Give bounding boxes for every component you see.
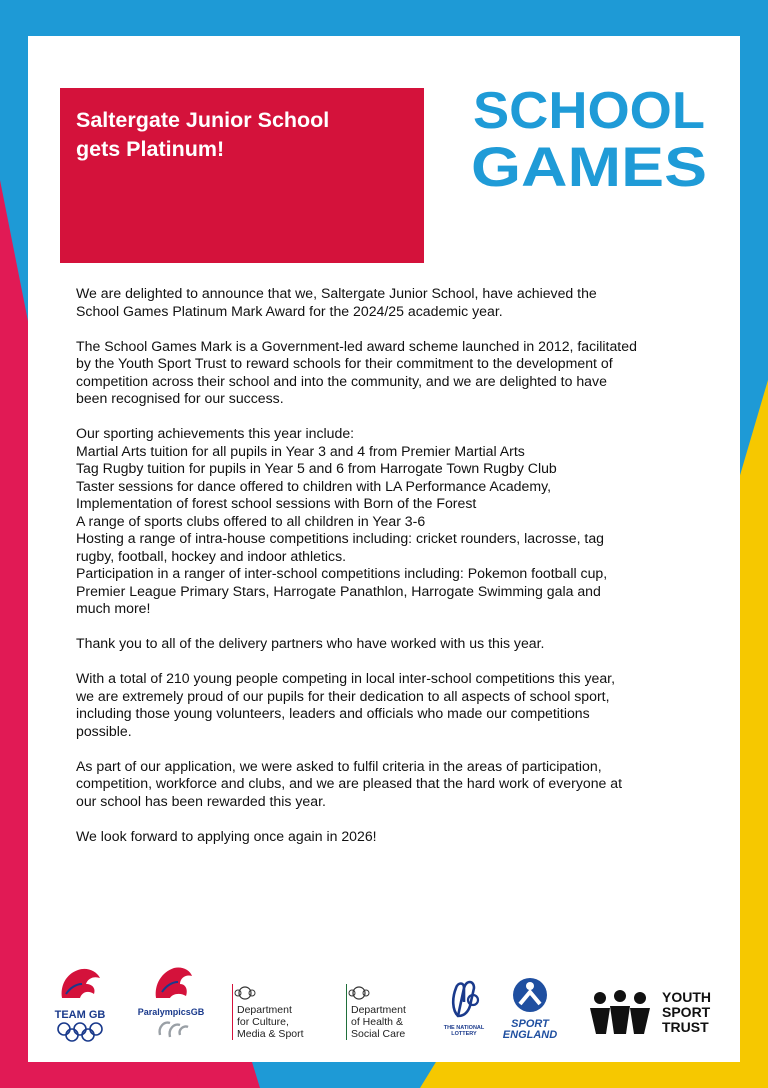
competing-paragraph: With a total of 210 young people competing in local inter-school competitions this year, we are extremely proud of our pupils for their dedication to all aspects of school sport, including those young volunteers, leaders and officials who made our competitions possible. [76, 670, 615, 739]
achievements-heading: Our sporting achievements this year include: [76, 425, 355, 441]
dcms-logo [232, 984, 328, 1044]
title-banner [60, 88, 424, 263]
national-lottery-logo [440, 976, 488, 1046]
school-games-logo [466, 82, 712, 192]
list-item: Hosting a range of intra-house competitions including: cricket rounders, lacrosse, tag rugby, football, hockey and indoor athletics. [76, 530, 605, 564]
youth-sport-trust-label: YOUTH SPORT TRUST [662, 989, 711, 1035]
closing-paragraph: We look forward to applying once again in 2026! [76, 827, 377, 844]
national-lottery-label: THE NATIONAL LOTTERY [443, 1025, 485, 1037]
youth-sport-trust-logo [586, 988, 726, 1046]
application-paragraph: As part of our application, we were asked to fulfil criteria in the areas of participation, competition, workforce and clubs, and we are pleased that the hard work of everyone at our school has been rewarded this year. [76, 757, 623, 809]
paralympics-lion-icon [136, 964, 206, 1000]
figures-icon [586, 988, 656, 1040]
letter-body [76, 285, 712, 863]
logo-text-games: GAMES [471, 135, 707, 192]
logo-text-school: SCHOOL [473, 82, 705, 140]
list-item: Martial Arts tuition for all pupils in Year 3 and 4 from Premier Martial Arts [76, 442, 525, 459]
list-item: Tag Rugby tuition for pupils in Year 5 and 6 from Harrogate Town Rugby Club [76, 460, 557, 476]
crossed-fingers-icon [440, 976, 488, 1020]
dcms-label: Department for Culture, Media & Sport [232, 984, 304, 1040]
agitos-icon [136, 1017, 206, 1041]
list-item: Implementation of forest school sessions with Born of the Forest [76, 495, 477, 511]
paralympics-gb-label: ParalympicsGB [137, 1007, 205, 1017]
list-item: Participation in a ranger of inter-school competitions including: Pokemon football cup, Premier League Primary Stars, Harrogate Panathlon, Harrogate Swimming gala and much more! [76, 565, 608, 616]
thanks-paragraph: Thank you to all of the delivery partners who have worked with us this year. [76, 635, 545, 651]
dhsc-logo [346, 984, 442, 1044]
page-title: Saltergate Junior School gets Platinum! [76, 108, 330, 161]
team-gb-logo [52, 964, 108, 1044]
lion-icon [52, 964, 108, 1002]
partner-logos [0, 950, 768, 1060]
list-item: Taster sessions for dance offered to children with LA Performance Academy, [76, 477, 551, 494]
team-gb-label: TEAM GB [54, 1009, 106, 1021]
paralympics-gb-logo [136, 964, 206, 1044]
achievements-list [76, 425, 712, 618]
list-item: A range of sports clubs offered to all children in Year 3-6 [76, 512, 426, 529]
sport-england-logo [498, 976, 562, 1046]
dhsc-label: Department of Health & Social Care [346, 984, 406, 1040]
sport-england-emblem-icon [498, 976, 562, 1014]
olympic-rings-icon [52, 1021, 108, 1043]
sport-england-label: SPORT ENGLAND [502, 1018, 558, 1041]
intro-paragraph: We are delighted to announce that we, Saltergate Junior School, have achieved the School Games Platinum Mark Award for the 2024/25 academic year. [76, 285, 597, 319]
about-paragraph: The School Games Mark is a Government-led award scheme launched in 2012, facilitated by the Youth Sport Trust to reward schools for their commitment to the development of competition across their school and into the community, and we are delighted to have been recognised for our success. [76, 337, 637, 406]
